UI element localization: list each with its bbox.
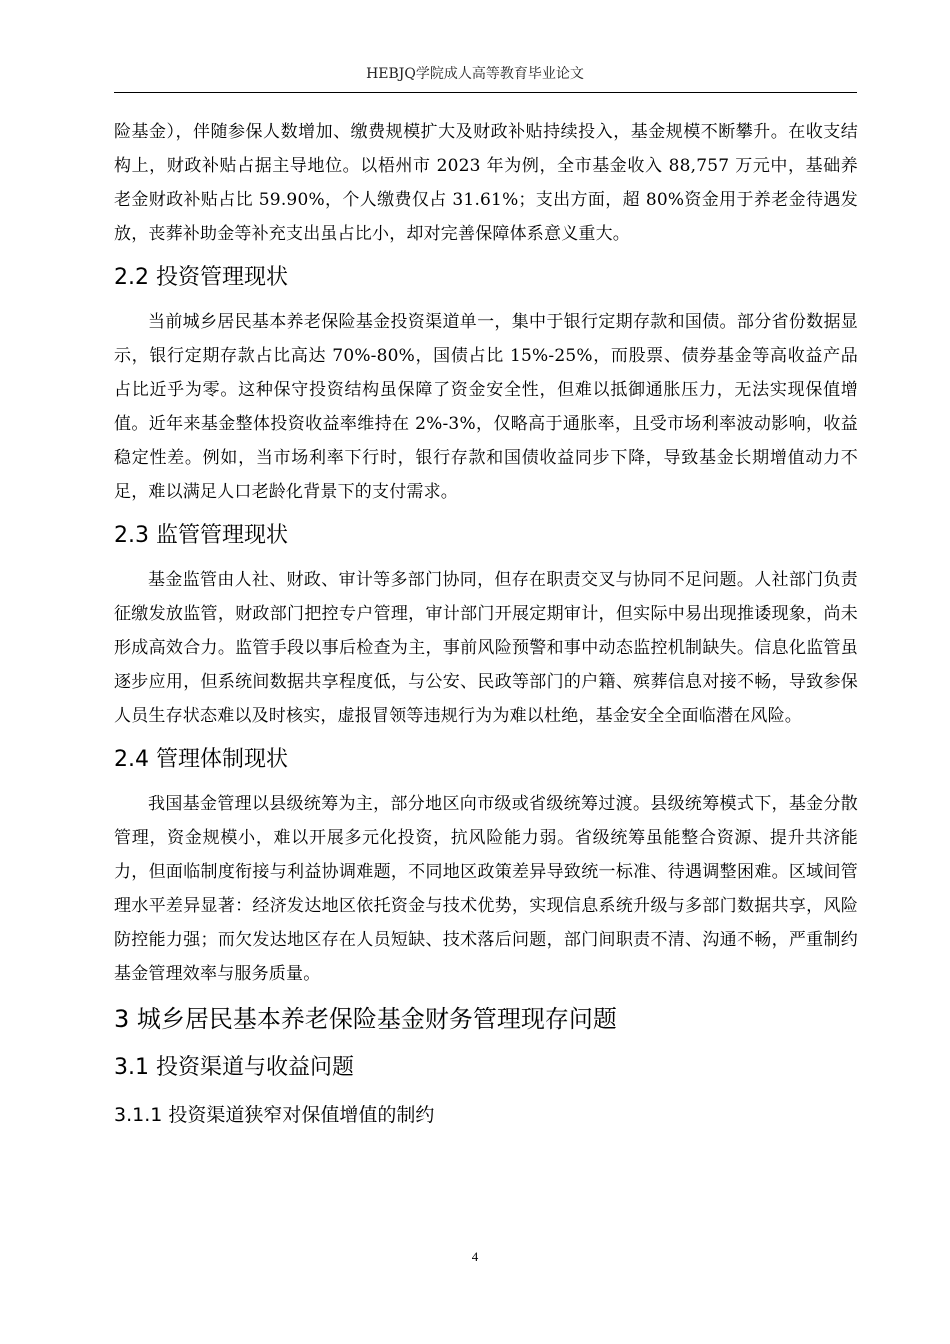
running-header: HEBJQ学院成人高等教育毕业论文 (366, 66, 584, 82)
paragraph-supervision-status: 基金监管由人社、财政、审计等多部门协同，但存在职责交叉与协同不足问题。人社部门负责征缴发放监管，财政部门把控专户管理，审计部门开展定期审计，但实际中易出现推诿现象，尚未形成高效合力。监管手段以事后检查为主，事前风险预警和事中动态监控机制缺失。信息化监管虽逐步应用，但系统间数据共享程度低，与公安、民政等部门的户籍、殡葬信息对接不畅，导致参保人员生存状态难以及时核实，虚报冒领等违规行为为难以杜绝，基金安全全面临潜在风险。 (114, 570, 858, 726)
paragraph-fund-overview: 险基金），伴随参保人数增加、缴费规模扩大及财政补贴持续投入，基金规模不断攀升。在收支结构上，财政补贴占据主导地位。以梧州市 2023 年为例，全市基金收入 88,757 万元中，基础养老金财政补贴占比 59.90%，个人缴费仅占 31.61%；支出方面，超 80%资金用于养老金待遇发放，丧葬补助金等补充支出虽占比小，却对完善保障体系意义重大。 (114, 122, 858, 244)
page-body (114, 115, 858, 1135)
chapter-heading-3: 3 城乡居民基本养老保险基金财务管理现存问题 (114, 1005, 617, 1033)
section-heading-3-1: 3.1 投资渠道与收益问题 (114, 1055, 354, 1080)
paragraph-investment-status: 当前城乡居民基本养老保险基金投资渠道单一，集中于银行定期存款和国债。部分省份数据显示，银行定期存款占比高达 70%-80%，国债占比 15%-25%，而股票、债券基金等高收益产品占比近乎为零。这种保守投资结构虽保障了资金安全性，但难以抵御通胀压力，无法实现保值增值。近年来基金整体投资收益率维持在 2%-3%，仅略高于通胀率，且受市场利率波动影响，收益稳定性差。例如，当市场利率下行时，银行存款和国债收益同步下降，导致基金长期增值动力不足，难以满足人口老龄化背景下的支付需求。 (114, 312, 858, 502)
section-heading-2-2: 2.2 投资管理现状 (114, 265, 288, 290)
section-heading-2-4: 2.4 管理体制现状 (114, 747, 288, 772)
page-number: 4 (471, 1249, 479, 1264)
header-divider (114, 92, 857, 93)
section-heading-2-3: 2.3 监管管理现状 (114, 523, 288, 548)
subsection-heading-3-1-1: 3.1.1 投资渠道狭窄对保值增值的制约 (114, 1104, 435, 1126)
paragraph-management-system: 我国基金管理以县级统筹为主，部分地区向市级或省级统筹过渡。县级统筹模式下，基金分散管理，资金规模小，难以开展多元化投资，抗风险能力弱。省级统筹虽能整合资源、提升共济能力，但面临制度衔接与利益协调难题，不同地区政策差异导致统一标准、待遇调整困难。区域间管理水平差异显著：经济发达地区依托资金与技术优势，实现信息系统升级与多部门数据共享，风险防控能力强；而欠发达地区存在人员短缺、技术落后问题，部门间职责不清、沟通不畅，严重制约基金管理效率与服务质量。 (114, 794, 858, 984)
